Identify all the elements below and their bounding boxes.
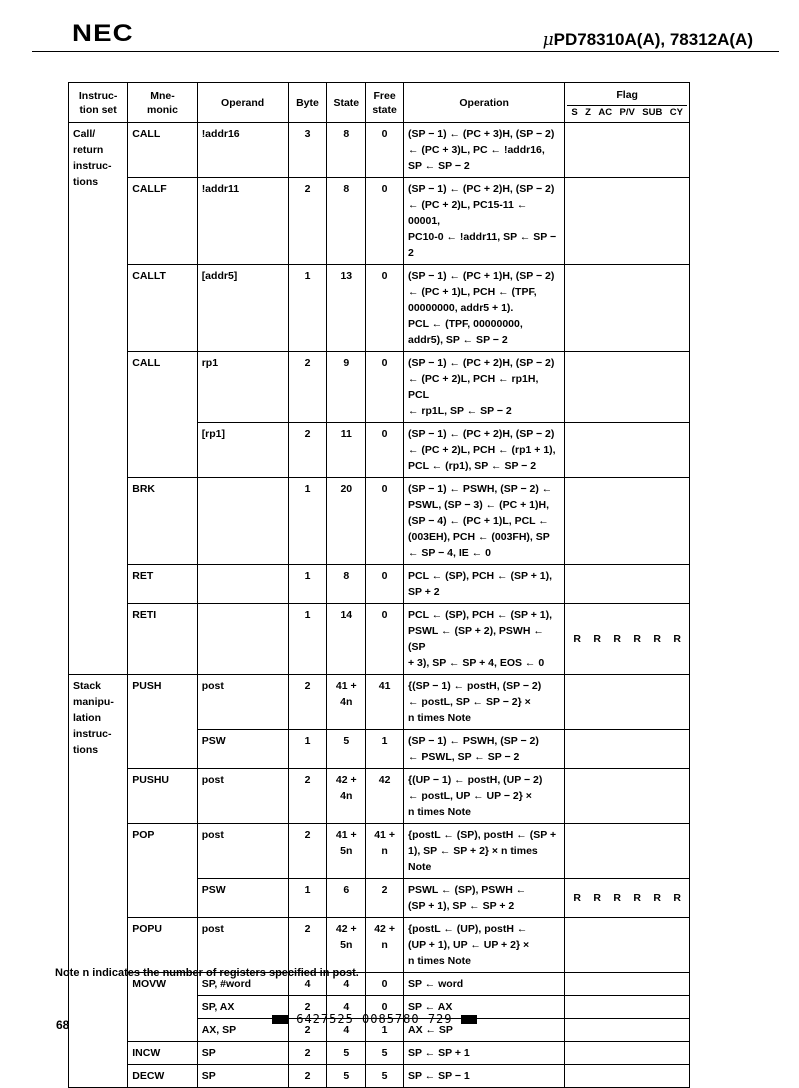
byte-cell: 2	[288, 824, 327, 879]
operand-cell: SP, AX	[197, 996, 288, 1019]
byte-cell: 2	[288, 1042, 327, 1065]
flag-cell	[565, 824, 690, 879]
nec-logo: NEC	[72, 20, 134, 47]
mnemonic-cell: PUSHU	[128, 769, 197, 824]
print-code	[272, 1012, 477, 1026]
mnemonic-cell: CALL	[128, 352, 197, 478]
byte-cell: 2	[288, 1019, 327, 1042]
free-state-cell: 2	[366, 879, 404, 918]
byte-cell: 1	[288, 478, 327, 565]
state-cell: 42 + 5n	[327, 918, 366, 973]
table-row	[69, 604, 690, 675]
header-mnemonic: Mne- monic	[128, 83, 197, 123]
operation-cell: SP ← word	[403, 973, 564, 996]
free-state-cell: 0	[366, 123, 404, 178]
instruction-table	[68, 82, 690, 1088]
byte-cell: 2	[288, 352, 327, 423]
flag-cell	[565, 1042, 690, 1065]
table-row	[69, 769, 690, 824]
table-row	[69, 123, 690, 178]
state-cell: 5	[327, 1065, 366, 1088]
operand-cell: rp1	[197, 352, 288, 423]
flag-cell	[565, 265, 690, 352]
operand-cell: [rp1]	[197, 423, 288, 478]
operation-cell: {postL ← (UP), postH ← (UP + 1), UP ← UP + 2} × n times Note	[403, 918, 564, 973]
mnemonic-cell: POPU	[128, 918, 197, 973]
flag-cell	[565, 769, 690, 824]
document-title	[543, 30, 753, 50]
flag-value: R	[593, 633, 601, 645]
flag-cell	[565, 178, 690, 265]
flag-cell	[565, 604, 690, 675]
byte-cell: 2	[288, 423, 327, 478]
state-cell: 41 + 5n	[327, 824, 366, 879]
flag-cell	[565, 123, 690, 178]
operation-cell: {(UP − 1) ← postH, (UP − 2) ← postL, UP ← UP − 2} × n times Note	[403, 769, 564, 824]
operation-cell: PCL ← (SP), PCH ← (SP + 1), PSWL ← (SP + 2), PSWH ← (SP + 3), SP ← SP + 4, EOS ← 0	[403, 604, 564, 675]
scan-top-marks	[0, 0, 799, 6]
header-instruction-set: Instruc- tion set	[69, 83, 128, 123]
mnemonic-cell: MOVW	[128, 973, 197, 1042]
state-cell: 11	[327, 423, 366, 478]
title-mu-prefix: μ	[542, 30, 554, 50]
flag-cell	[565, 423, 690, 478]
byte-cell: 2	[288, 675, 327, 730]
operand-cell	[197, 565, 288, 604]
operand-cell: post	[197, 769, 288, 824]
state-cell: 41 + 4n	[327, 675, 366, 730]
flag-value: R	[653, 892, 661, 904]
byte-cell: 2	[288, 1065, 327, 1088]
flag-cell	[565, 918, 690, 973]
free-state-cell: 0	[366, 478, 404, 565]
flag-cell	[565, 1019, 690, 1042]
flag-name: AC	[598, 107, 613, 118]
table-row	[69, 1065, 690, 1088]
table-header-row	[69, 83, 690, 123]
operand-cell: post	[197, 918, 288, 973]
operation-cell: SP ← AX	[403, 996, 564, 1019]
flag-value: R	[673, 633, 681, 645]
flag-cell	[565, 879, 690, 918]
mnemonic-cell: INCW	[128, 1042, 197, 1065]
header-state: State	[327, 83, 366, 123]
free-state-cell: 5	[366, 1042, 404, 1065]
free-state-cell: 5	[366, 1065, 404, 1088]
byte-cell: 2	[288, 769, 327, 824]
free-state-cell: 41 + n	[366, 824, 404, 879]
mnemonic-cell: CALLF	[128, 178, 197, 265]
operation-cell: (SP − 1) ← PSWH, (SP − 2) ← PSWL, (SP − 3) ← (PC + 1)H, (SP − 4) ← (PC + 1)L, PCL ← (003EH), PCH ← (003FH), SP ← SP − 4, IE ← 0	[403, 478, 564, 565]
operand-cell: SP, #word	[197, 973, 288, 996]
free-state-cell: 0	[366, 604, 404, 675]
flag-cell	[565, 1065, 690, 1088]
state-cell: 5	[327, 730, 366, 769]
operation-cell: (SP − 1) ← PSWH, (SP − 2) ← PSWL, SP ← SP − 2	[403, 730, 564, 769]
byte-cell: 1	[288, 879, 327, 918]
operand-cell: !addr16	[197, 123, 288, 178]
operation-cell: (SP − 1) ← (PC + 2)H, (SP − 2) ← (PC + 2)L, PCH ← (rp1 + 1), PCL ← (rp1), SP ← SP − 2	[403, 423, 564, 478]
flag-value: R	[593, 892, 601, 904]
flag-name: Z	[585, 107, 591, 118]
mnemonic-cell: CALLT	[128, 265, 197, 352]
mnemonic-cell: DECW	[128, 1065, 197, 1088]
title-part-number: PD78310A(A), 78312A(A)	[553, 30, 753, 49]
operation-cell: AX ← SP	[403, 1019, 564, 1042]
flag-cell	[565, 478, 690, 565]
flag-value: R	[573, 892, 581, 904]
flag-cell	[565, 565, 690, 604]
instruction-set-cell: Call/ return instruc- tions	[69, 123, 128, 675]
flag-value: R	[653, 633, 661, 645]
code-block-right	[461, 1015, 477, 1024]
state-cell: 42 + 4n	[327, 769, 366, 824]
mnemonic-cell: RETI	[128, 604, 197, 675]
free-state-cell: 41	[366, 675, 404, 730]
mnemonic-cell: CALL	[128, 123, 197, 178]
mnemonic-cell: BRK	[128, 478, 197, 565]
header-operation: Operation	[403, 83, 564, 123]
operand-cell: !addr11	[197, 178, 288, 265]
instruction-set-cell: Stack manipu- lation instruc- tions	[69, 675, 128, 1088]
operation-cell: SP ← SP − 1	[403, 1065, 564, 1088]
flag-name: SUB	[642, 107, 663, 118]
mnemonic-cell: RET	[128, 565, 197, 604]
free-state-cell: 42	[366, 769, 404, 824]
flag-name: P/V	[619, 107, 635, 118]
byte-cell: 2	[288, 996, 327, 1019]
table-row	[69, 178, 690, 265]
operand-cell: post	[197, 824, 288, 879]
free-state-cell: 0	[366, 423, 404, 478]
table-body	[69, 123, 690, 1088]
operation-cell: SP ← SP + 1	[403, 1042, 564, 1065]
mnemonic-cell: PUSH	[128, 675, 197, 769]
state-cell: 4	[327, 996, 366, 1019]
byte-cell: 2	[288, 178, 327, 265]
flag-value: R	[633, 633, 641, 645]
byte-cell: 1	[288, 565, 327, 604]
operand-cell	[197, 478, 288, 565]
free-state-cell: 1	[366, 730, 404, 769]
operation-cell: (SP − 1) ← (PC + 1)H, (SP − 2) ← (PC + 1)L, PCH ← (TPF, 00000000, addr5 + 1). PCL ← (TPF, 00000000, addr5), SP ← SP − 2	[403, 265, 564, 352]
flag-value: R	[573, 633, 581, 645]
flag-values	[569, 631, 685, 647]
table-row	[69, 918, 690, 973]
flag-cell	[565, 352, 690, 423]
byte-cell: 2	[288, 918, 327, 973]
table-row	[69, 1042, 690, 1065]
flag-name: S	[571, 107, 578, 118]
byte-cell: 3	[288, 123, 327, 178]
table-row	[69, 565, 690, 604]
operand-cell: SP	[197, 1042, 288, 1065]
flag-cell	[565, 996, 690, 1019]
operation-cell: PSWL ← (SP), PSWH ← (SP + 1), SP ← SP + 2	[403, 879, 564, 918]
header-divider	[32, 51, 779, 52]
flag-cell	[565, 675, 690, 730]
table-row	[69, 352, 690, 423]
state-cell: 8	[327, 178, 366, 265]
footnote	[55, 967, 359, 979]
code-block-left	[272, 1015, 288, 1024]
flag-values	[569, 890, 685, 906]
flag-value: R	[613, 892, 621, 904]
header-free-state: Free state	[366, 83, 404, 123]
state-cell: 20	[327, 478, 366, 565]
state-cell: 8	[327, 565, 366, 604]
mnemonic-cell: POP	[128, 824, 197, 918]
flag-names	[567, 106, 687, 120]
header-byte: Byte	[288, 83, 327, 123]
footnote-label: Note	[55, 967, 80, 979]
operation-cell: {postL ← (SP), postH ← (SP + 1), SP ← SP + 2} × n times Note	[403, 824, 564, 879]
byte-cell: 4	[288, 973, 327, 996]
operand-cell: AX, SP	[197, 1019, 288, 1042]
operation-cell: (SP − 1) ← (PC + 2)H, (SP − 2) ← (PC + 2)L, PCH ← rp1H, PCL ← rp1L, SP ← SP − 2	[403, 352, 564, 423]
flag-cell	[565, 730, 690, 769]
byte-cell: 1	[288, 265, 327, 352]
page-number: 68	[56, 1018, 70, 1032]
free-state-cell: 0	[366, 265, 404, 352]
flag-name: CY	[669, 107, 683, 118]
footnote-text: n indicates the number of registers specified in post.	[82, 967, 359, 979]
free-state-cell: 1	[366, 1019, 404, 1042]
state-cell: 4	[327, 973, 366, 996]
flag-cell	[565, 973, 690, 996]
operand-cell: PSW	[197, 730, 288, 769]
free-state-cell: 0	[366, 996, 404, 1019]
table-row	[69, 478, 690, 565]
free-state-cell: 42 + n	[366, 918, 404, 973]
free-state-cell: 0	[366, 352, 404, 423]
header-flag	[565, 83, 690, 123]
flag-value: R	[613, 633, 621, 645]
state-cell: 13	[327, 265, 366, 352]
state-cell: 14	[327, 604, 366, 675]
print-code-text: 6427525 0085780 729	[296, 1012, 453, 1026]
state-cell: 9	[327, 352, 366, 423]
operation-cell: {(SP − 1) ← postH, (SP − 2) ← postL, SP ← SP − 2} × n times Note	[403, 675, 564, 730]
table-row	[69, 265, 690, 352]
operand-cell: [addr5]	[197, 265, 288, 352]
byte-cell: 1	[288, 730, 327, 769]
state-cell: 8	[327, 123, 366, 178]
flag-value: R	[673, 892, 681, 904]
table-row	[69, 824, 690, 879]
table-row	[69, 675, 690, 730]
operation-cell: (SP − 1) ← (PC + 2)H, (SP − 2) ← (PC + 2)L, PC15-11 ← 00001, PC10-0 ← !addr11, SP ← SP − 2	[403, 178, 564, 265]
operand-cell: PSW	[197, 879, 288, 918]
free-state-cell: 0	[366, 178, 404, 265]
free-state-cell: 0	[366, 973, 404, 996]
operation-cell: PCL ← (SP), PCH ← (SP + 1), SP + 2	[403, 565, 564, 604]
operand-cell: post	[197, 675, 288, 730]
flag-value: R	[633, 892, 641, 904]
operand-cell	[197, 604, 288, 675]
header-operand: Operand	[197, 83, 288, 123]
operand-cell: SP	[197, 1065, 288, 1088]
state-cell: 5	[327, 1042, 366, 1065]
byte-cell: 1	[288, 604, 327, 675]
free-state-cell: 0	[366, 565, 404, 604]
state-cell: 4	[327, 1019, 366, 1042]
flag-title: Flag	[567, 85, 687, 106]
state-cell: 6	[327, 879, 366, 918]
operation-cell: (SP − 1) ← (PC + 3)H, (SP − 2) ← (PC + 3)L, PC ← !addr16, SP ← SP − 2	[403, 123, 564, 178]
